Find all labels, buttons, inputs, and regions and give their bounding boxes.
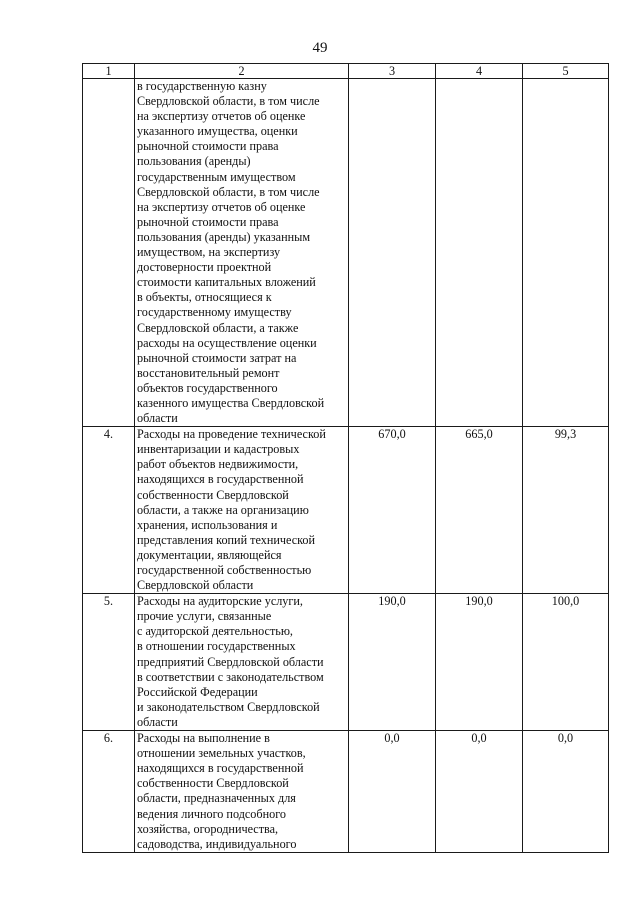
- description-line: ведения личного подсобного: [137, 806, 286, 821]
- description-line: хозяйства, огородничества,: [137, 821, 279, 836]
- description-line: государственному имуществу: [137, 305, 292, 320]
- description-line: стоимости капитальных вложений: [137, 275, 316, 290]
- description-line: пользования (аренды) указанным: [137, 229, 311, 244]
- row-value-column-5: 100,0: [523, 594, 609, 731]
- budget-table: [82, 63, 609, 853]
- table-header-row: [83, 64, 609, 79]
- description-line: в государственную казну: [137, 79, 267, 93]
- description-line: инвентаризации и кадастровых: [137, 442, 300, 457]
- row-description-cell: [135, 594, 349, 731]
- description-line: Российской Федерации: [137, 684, 258, 699]
- description-line: работ объектов недвижимости,: [137, 457, 299, 472]
- description-line: указанного имущества, оценки: [137, 124, 298, 139]
- description-line: области, предназначенных для: [137, 791, 296, 806]
- description-line: области: [137, 714, 178, 729]
- row-value-column-4: 190,0: [436, 594, 523, 731]
- column-header-1: 1: [83, 64, 135, 79]
- description-line: собственности Свердловской: [137, 776, 289, 791]
- description-line: рыночной стоимости права: [137, 139, 279, 154]
- row-number-cell: [83, 79, 135, 427]
- row-number-cell: 6.: [83, 731, 135, 853]
- row-value-column-5: 0,0: [523, 731, 609, 853]
- description-line: рыночной стоимости затрат на: [137, 350, 297, 365]
- description-line: восстановительный ремонт: [137, 365, 280, 380]
- description-line: с аудиторской деятельностью,: [137, 624, 293, 639]
- row-value-column-4: [436, 79, 523, 427]
- description-line: Свердловской области, в том числе: [137, 94, 320, 109]
- column-header-2: 2: [135, 64, 349, 79]
- table-row: [83, 427, 609, 594]
- description-line: Свердловской области, в том числе: [137, 184, 320, 199]
- column-header-3: 3: [349, 64, 436, 79]
- row-value-column-3: 670,0: [349, 427, 436, 594]
- description-line: в отношении государственных: [137, 639, 296, 654]
- description-line: собственности Свердловской: [137, 487, 289, 502]
- column-header-4: 4: [436, 64, 523, 79]
- column-header-5: 5: [523, 64, 609, 79]
- description-line: в соответствии с законодательством: [137, 669, 324, 684]
- description-line: на экспертизу отчетов об оценке: [137, 109, 306, 124]
- description-line: Расходы на аудиторские услуги,: [137, 594, 303, 609]
- row-number-cell: 5.: [83, 594, 135, 731]
- description-line: на экспертизу отчетов об оценке: [137, 199, 306, 214]
- description-line: находящихся в государственной: [137, 472, 304, 487]
- description-line: в объекты, относящиеся к: [137, 290, 272, 305]
- table-row: [83, 594, 609, 731]
- description-line: государственным имуществом: [137, 169, 296, 184]
- row-value-column-5: [523, 79, 609, 427]
- description-line: садоводства, индивидуального: [137, 836, 297, 851]
- row-description-cell: [135, 731, 349, 853]
- table-row: [83, 731, 609, 853]
- row-value-column-3: 190,0: [349, 594, 436, 731]
- description-line: Свердловской области: [137, 578, 254, 593]
- description-line: предприятий Свердловской области: [137, 654, 324, 669]
- description-line: Свердловской области, а также: [137, 320, 299, 335]
- row-value-column-4: 0,0: [436, 731, 523, 853]
- description-line: достоверности проектной: [137, 260, 272, 275]
- row-value-column-3: [349, 79, 436, 427]
- table-body: [83, 79, 609, 853]
- description-line: рыночной стоимости права: [137, 214, 279, 229]
- row-value-column-4: 665,0: [436, 427, 523, 594]
- description-line: находящихся в государственной: [137, 761, 304, 776]
- row-value-column-5: 99,3: [523, 427, 609, 594]
- row-value-column-3: 0,0: [349, 731, 436, 853]
- table-row: [83, 79, 609, 427]
- description-line: пользования (аренды): [137, 154, 251, 169]
- description-line: Расходы на выполнение в: [137, 731, 270, 746]
- description-line: представления копий технической: [137, 532, 316, 547]
- description-line: Расходы на проведение технической: [137, 427, 326, 442]
- description-line: хранения, использования и: [137, 517, 278, 532]
- description-line: прочие услуги, связанные: [137, 609, 272, 624]
- description-line: отношении земельных участков,: [137, 746, 306, 761]
- description-line: объектов государственного: [137, 380, 278, 395]
- description-line: расходы на осуществление оценки: [137, 335, 317, 350]
- description-line: области: [137, 411, 178, 426]
- description-line: казенного имущества Свердловской: [137, 395, 325, 410]
- description-line: государственной собственностью: [137, 563, 312, 577]
- description-line: и законодательством Свердловской: [137, 699, 320, 714]
- row-description-cell: [135, 427, 349, 594]
- description-line: документации, являющейся: [137, 547, 282, 562]
- row-number-cell: 4.: [83, 427, 135, 594]
- description-line: области, а также на организацию: [137, 502, 309, 517]
- description-line: имуществом, на экспертизу: [137, 245, 281, 260]
- row-description-cell: [135, 79, 349, 427]
- page-number: 49: [312, 40, 328, 56]
